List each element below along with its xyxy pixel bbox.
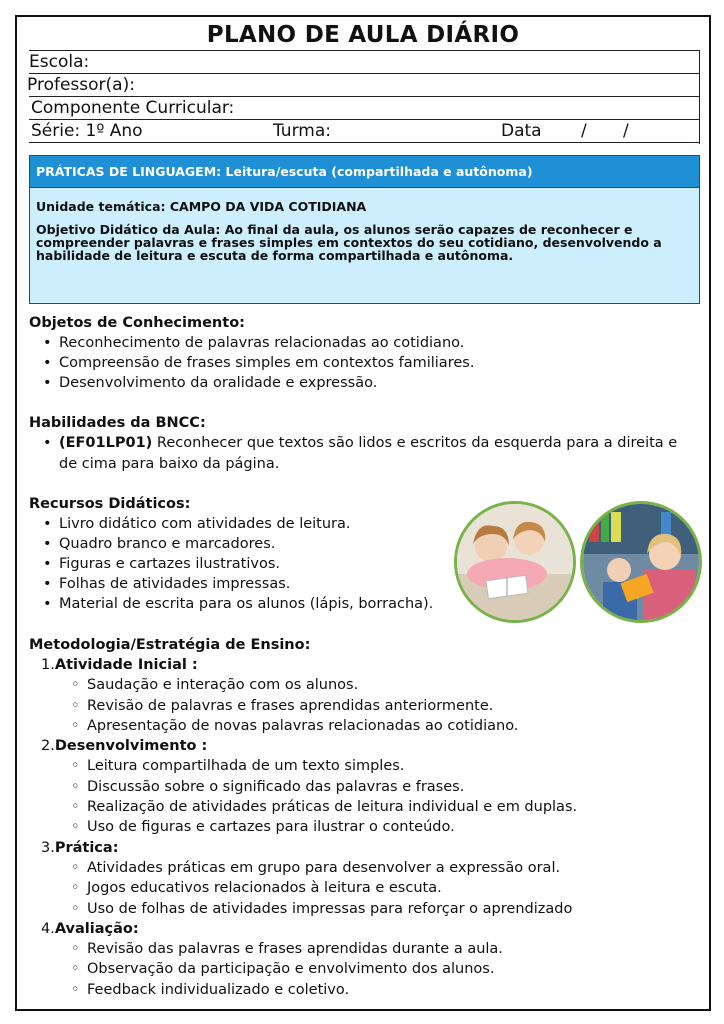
step-2 (41, 736, 689, 756)
list-item: ◦ Observação da participação e envolvimento dos alunos. (71, 959, 689, 979)
recursos-title: Recursos Didáticos: (29, 496, 191, 512)
componente-line (29, 96, 700, 119)
list-item: ◦ Jogos educativos relacionados à leitura e escuta. (71, 878, 689, 898)
step-number: 4. (41, 920, 55, 937)
step-label: Atividade Inicial : (54, 657, 198, 673)
habilidade-item (43, 433, 689, 475)
escola-line (29, 50, 700, 73)
componente-label: Componente Curricular: (31, 98, 235, 118)
list-item: • Compreensão de frases simples em contextos familiares. (43, 353, 689, 373)
list-item: ◦ Revisão das palavras e frases aprendidas durante a aula. (71, 939, 689, 959)
classroom-reading-photo (580, 501, 702, 623)
objetos-title: Objetos de Conhecimento: (29, 315, 245, 331)
professor-line (29, 73, 700, 96)
page-title: PLANO DE AULA DIÁRIO (206, 22, 520, 48)
step-1 (41, 655, 689, 675)
header-right-border (699, 50, 700, 144)
header-form (29, 50, 700, 143)
step-label: Prática: (54, 839, 119, 856)
data-label: Data (501, 121, 542, 141)
serie-line (29, 119, 700, 143)
list-item: ◦ Atividades práticas em grupo para desenvolver a expressão oral. (71, 858, 689, 878)
lesson-plan-page (15, 15, 711, 1011)
step-number: 1. (41, 657, 55, 673)
list-item: • Quadro branco e marcadores. (43, 534, 469, 554)
professor-label: Professor(a): (27, 75, 135, 95)
unidade-tematica: Unidade temática: CAMPO DA VIDA COTIDIANA (36, 199, 367, 214)
list-item: ◦ Apresentação de novas palavras relacionadas ao cotidiano. (71, 716, 689, 736)
list-item: • Material de escrita para os alunos (lápis, borracha). (43, 594, 469, 614)
serie-label: Série: 1º Ano (31, 121, 143, 141)
step-label: Desenvolvimento : (54, 738, 208, 755)
objetivo-didatico: Objetivo Didático da Aula: Ao final da aula, os alunos serão capazes de reconhecer e compreender palavras e frases simples em contextos do seu cotidiano, desenvolvendo a habilidade de leitura e escuta de forma compartilhada e autônoma. (36, 222, 662, 263)
bncc-heading: PRÁTICAS DE LINGUAGEM: Leitura/escuta (compartilhada e autônoma) (29, 155, 700, 187)
objetos-section (29, 313, 689, 393)
recursos-section (29, 494, 469, 614)
list-item: ◦ Feedback individualizado e coletivo. (71, 980, 689, 1000)
list-item: • Livro didático com atividades de leitura. (43, 514, 469, 534)
step-3 (41, 838, 689, 858)
step-number: 3. (41, 839, 55, 856)
metodologia-section (29, 635, 689, 1000)
list-item: ◦ Discussão sobre o significado das palavras e frases. (71, 777, 689, 797)
list-item: • Folhas de atividades impressas. (43, 574, 469, 594)
date-slash-2: / (623, 121, 629, 141)
children-reading-photo (454, 501, 576, 623)
bncc-box (29, 155, 700, 304)
list-item: ◦ Revisão de palavras e frases aprendidas anteriormente. (71, 696, 689, 716)
escola-label: Escola: (29, 52, 90, 72)
step-number: 2. (41, 738, 55, 755)
habilidades-title: Habilidades da BNCC: (29, 415, 206, 431)
list-item: • Figuras e cartazes ilustrativos. (43, 554, 469, 574)
step-label: Avaliação: (54, 920, 139, 937)
date-slash-1: / (581, 121, 587, 141)
habilidades-section (29, 413, 689, 475)
list-item: • Reconhecimento de palavras relacionadas ao cotidiano. (43, 333, 689, 353)
list-item: • Desenvolvimento da oralidade e expressão. (43, 373, 689, 393)
list-item: ◦ Uso de folhas de atividades impressas para reforçar o aprendizado (71, 899, 689, 919)
list-item: ◦ Leitura compartilhada de um texto simples. (71, 756, 689, 776)
bncc-body (29, 187, 700, 304)
habilidade-code: (EF01LP01) (59, 435, 153, 451)
habilidade-text: Reconhecer que textos são lidos e escritos da esquerda para a direita e de cima para baixo da página. (59, 435, 678, 472)
step-4 (41, 919, 689, 939)
list-item: ◦ Uso de figuras e cartazes para ilustrar o conteúdo. (71, 817, 689, 837)
metodologia-title: Metodologia/Estratégia de Ensino: (29, 637, 311, 653)
list-item: ◦ Saudação e interação com os alunos. (71, 675, 689, 695)
list-item: ◦ Realização de atividades práticas de leitura individual e em duplas. (71, 797, 689, 817)
turma-label: Turma: (273, 121, 331, 141)
